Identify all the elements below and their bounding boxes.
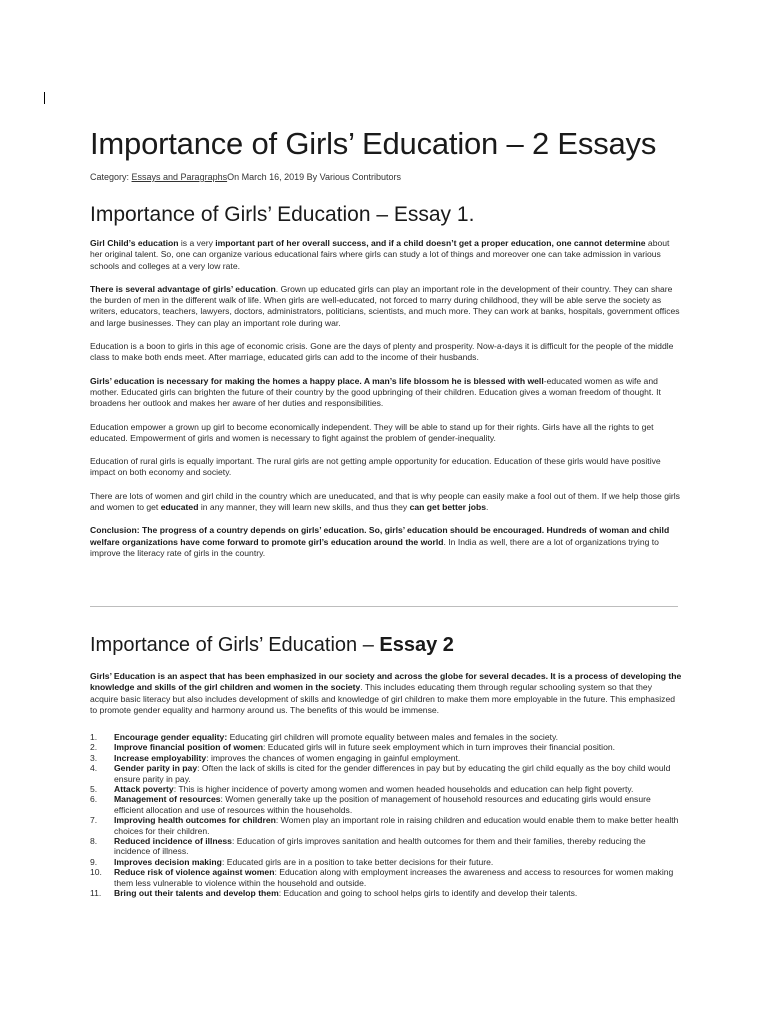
category-label: Category: [90,172,132,182]
list-item: 10. Reduce risk of violence against women: Education along with employment increases the awareness and access to resources for women making them less vulnerable to violence within the household and outside. [90,867,674,888]
byline: On March 16, 2019 By Various Contributors [227,172,402,182]
essay2-body [90,671,682,728]
list-item: 8. Reduced incidence of illness: Education of girls improves sanitation and health outcomes for them and their families, thereby reducing the incidence of illness. [90,836,646,857]
list-item: 9. Improves decision making: Educated girls are in a position to take better decisions for their future. [90,856,494,867]
list-item: 11. Bring out their talents and develop them: Education and going to school helps girls to identify and develop their talents. [90,888,578,899]
list-item: 6. Management of resources: Women generally take up the position of management of household resources and educating girls would ensure efficient allocation and use of resources within the households. [90,794,651,815]
essay1-paragraph-1: Girl Child’s education is a very important part of her overall success, and if a child doesn’t get a proper education, one cannot determine about her original talent. So, one can organize various educational fairs where girls can study a lot of things and moreover one can take admission in various schools and colleges at a very low rate. [90,238,670,271]
list-item: 3. Increase employability: improves the chances of women engaging in gainful employment. [90,752,461,763]
article-meta [90,172,401,182]
essay1-paragraph-7: There are lots of women and girl child in the country which are uneducated, and that is why people can easily make a fool out of them. If we help those girls and women to get educated in any manner, they will learn new skills, and thus they can get better jobs. [90,490,680,513]
essay2-intro: Girls’ Education is an aspect that has been emphasized in our society and across the globe for several decades. It is a process of developing the knowledge and skills of the girl children and women in the society. This includes educating them through regular schooling system so that they acquire basic literacy but also includes development of skills and knowledge of girl children to make them more employable in the future. This emphasized to promote gender equality and harmony around us. The benefits of this would be immense. [90,671,682,715]
list-item: 5. Attack poverty: This is higher incidence of poverty among women and women headed households and education can help fight poverty. [90,784,634,795]
essay1-heading: Importance of Girls’ Education – Essay 1. [90,203,475,226]
essay1-paragraph-4: Girls’ education is necessary for making the homes a happy place. A man’s life blossom he is blessed with well-educated women as wife and mother. Educated girls can brighten the future of their country by the good upbringing of their children. Education gives a woman freedom of thought. It broadens her outlook and makes her aware of her duties and responsibilities. [90,375,661,409]
list-item: 1. Encourage gender equality: Educating girl children will promote equality between males and females in the society. [90,732,559,742]
benefits-list [90,732,682,899]
essay1-paragraph-6: Education of rural girls is equally important. The rural girls are not getting ample opportunity for education. Education of these girls would have positive impact on both economy and society. [90,456,661,478]
section-divider [90,606,678,607]
list-item: 7. Improving health outcomes for children: Women play an important role in raising children and education would enable them to make better health choices for their children. [90,815,679,836]
essay1-conclusion: Conclusion: The progress of a country depends on girls’ education. So, girls’ education should be encouraged. Hundreds of woman and child welfare organizations have come forward to promote girl’s education around the world. In India as well, there are a lot of organizations trying to improve the literacy rate of girls in the country. [90,525,670,558]
text-cursor [44,92,45,104]
essay1-paragraph-3: Education is a boon to girls in this age of economic crisis. Gone are the days of plenty and prosperity. Now-a-days it is difficult for the people of the middle class to make both ends meet. After marriage, educated girls can add to the income of their husbands. [90,341,674,363]
list-item: 2. Improve financial position of women: Educated girls will in future seek employment which in turn improves their financial position. [90,742,616,753]
essay1-paragraph-5: Education empower a grown up girl to become economically independent. They will be able to stand up for their rights. Girls have all the rights to get educated. Empowerment of girls and women is necessary to fight against the problem of gender-inequality. [90,421,654,443]
page-title: Importance of Girls’ Education – 2 Essays [90,126,657,161]
essay1-paragraph-2: There is several advantage of girls’ education. Grown up educated girls can play an important role in the development of their country. They can share the burden of men in the different walk of life. When girls are well-educated, not forced to marry during childhood, they will be able serve the society as writers, educators, teachers, lawyers, doctors, administrators, politicians, scientists, and much more. They can work at banks, hospitals, government offices and large businesses. They can play an important role during war. [90,283,680,328]
category-link[interactable]: Essays and Paragraphs [131,172,228,182]
essay2-heading: Importance of Girls’ Education – Essay 2 [90,634,454,656]
essay1-body [90,238,682,571]
list-item: 4. Gender parity in pay: Often the lack of skills is cited for the gender differences in pay but by educating the girl child equally as the boy child would ensure parity in pay. [90,763,671,784]
